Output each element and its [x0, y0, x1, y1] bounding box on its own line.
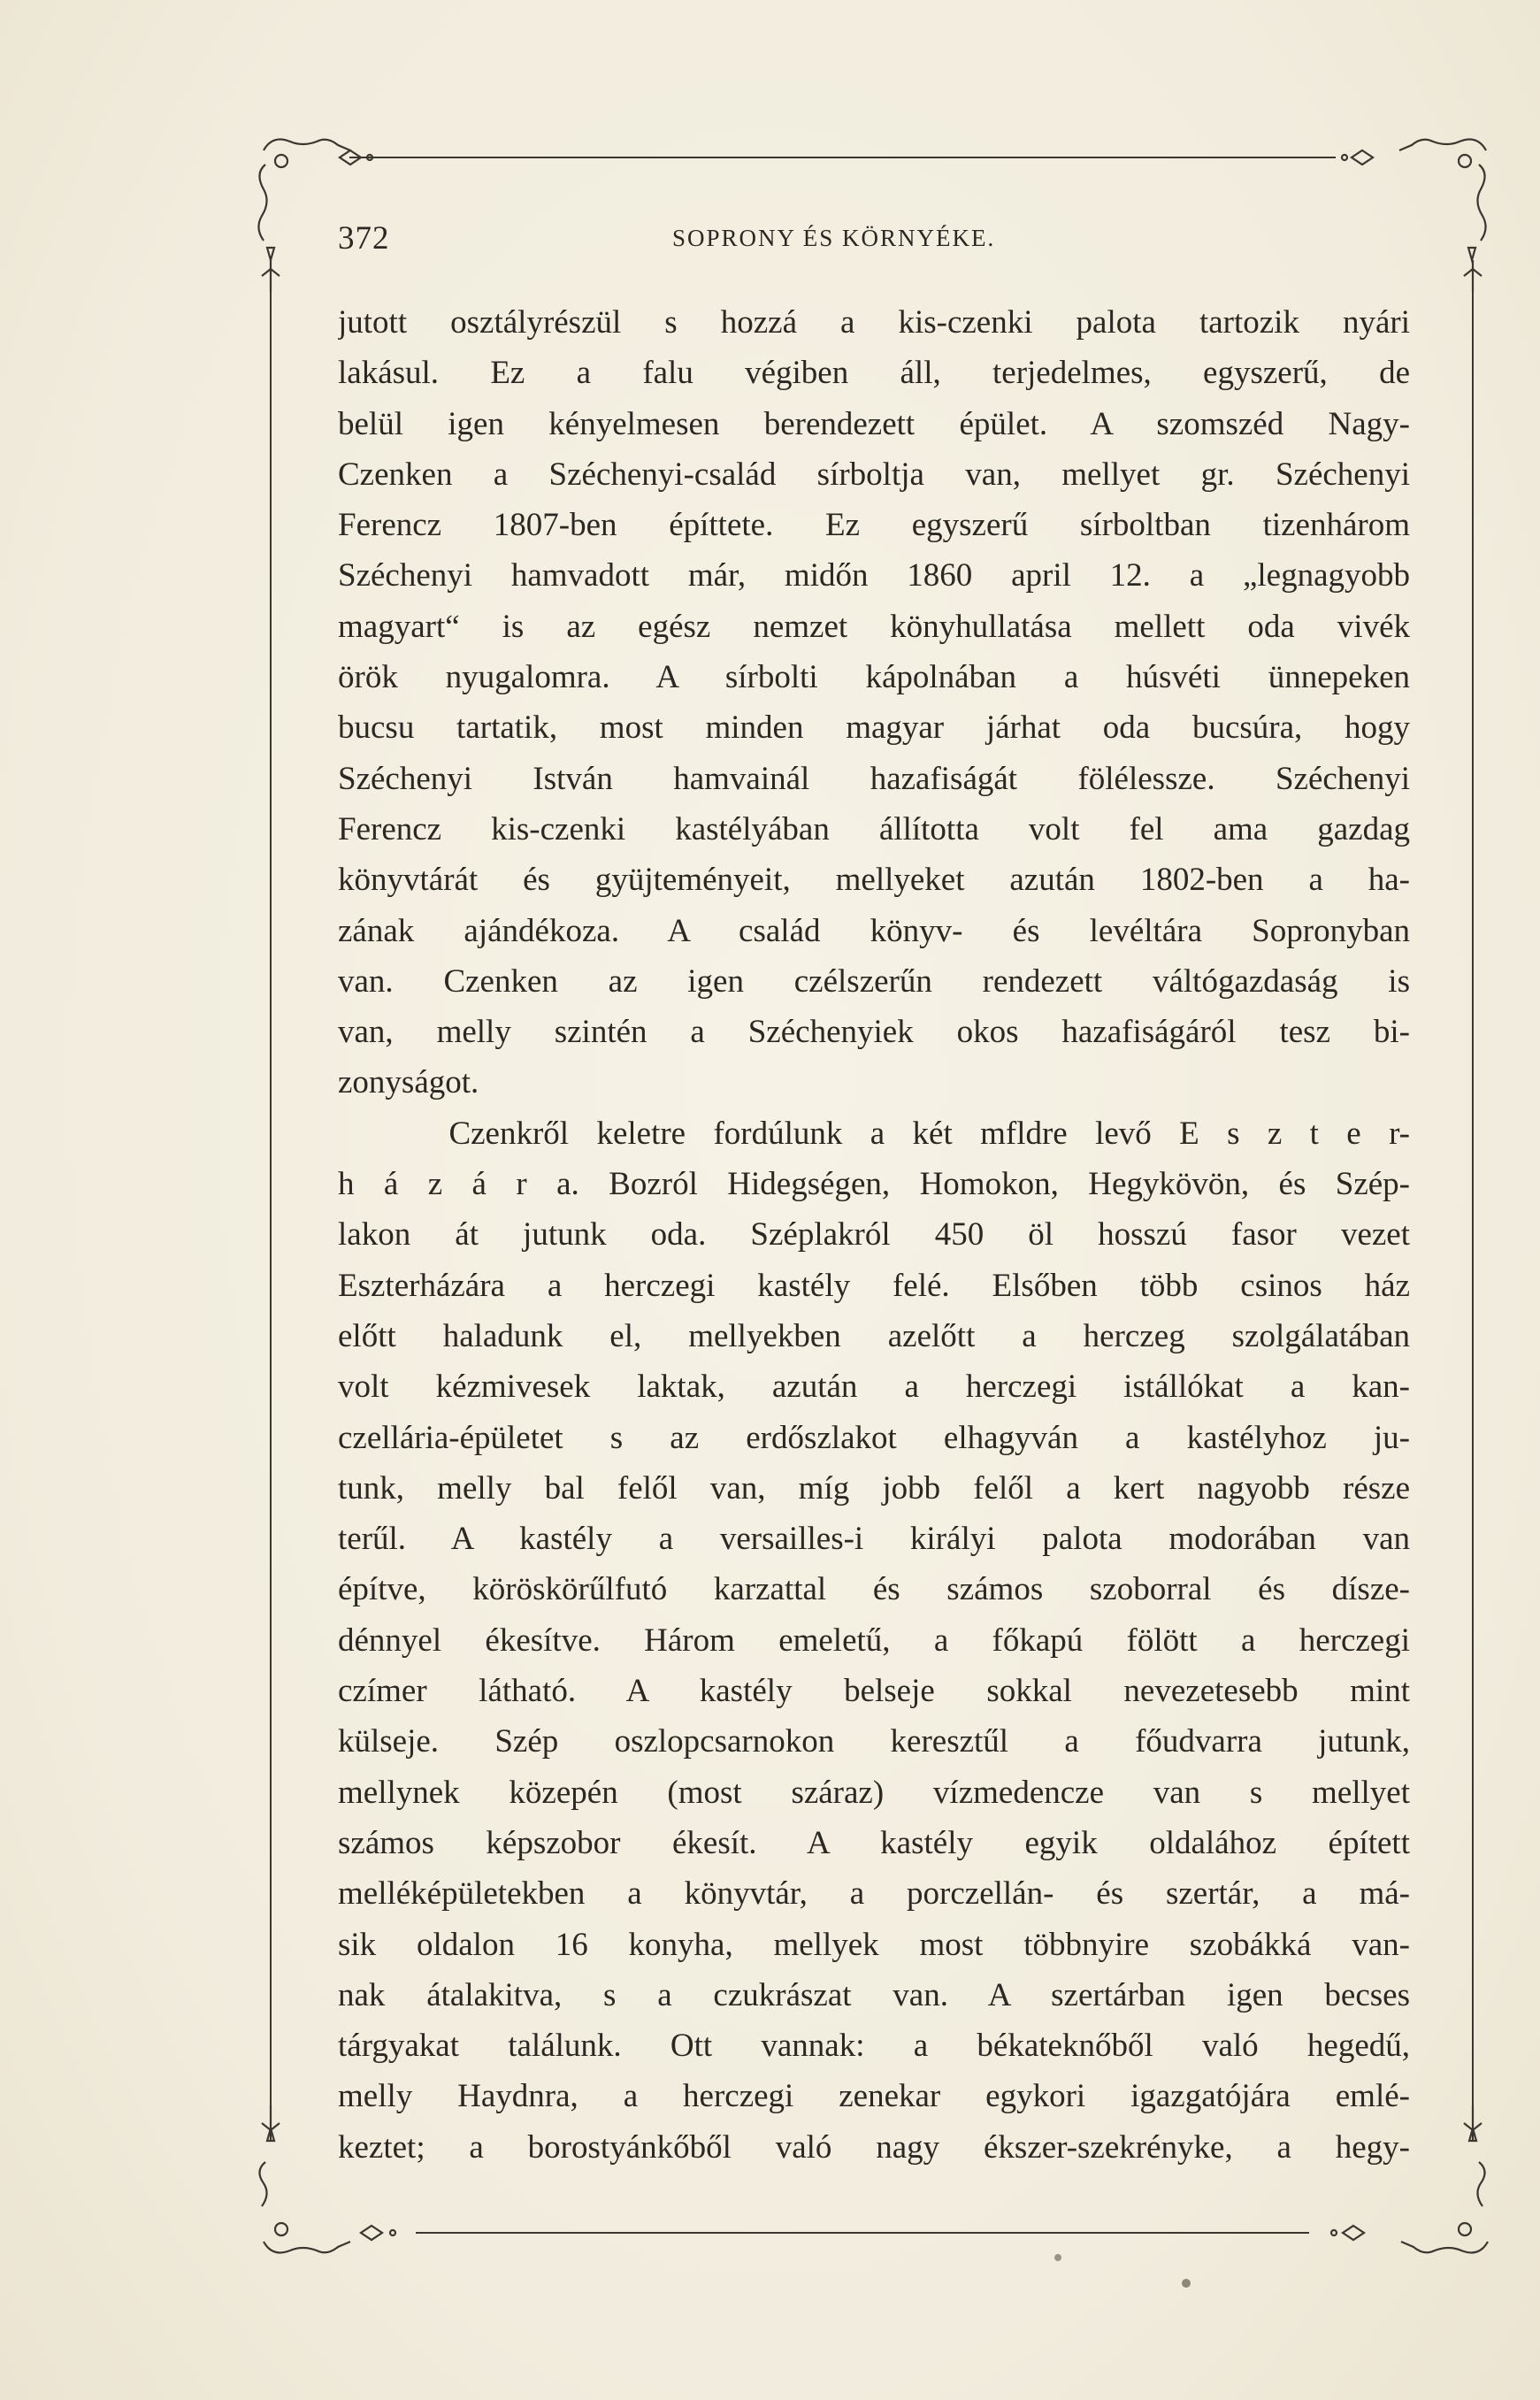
text-line: volt kézmivesek laktak, azután a herczegi istállókat a kan-: [338, 1369, 1410, 1406]
text-line: külseje. Szép oszlopcsarnokon keresztűl a főudvarra jutunk,: [338, 1723, 1410, 1760]
text-line: melléképületekben a könyvtár, a porczellán- és szertár, a má-: [338, 1875, 1410, 1913]
text-line: számos képszobor ékesít. A kastély egyik oldalához épített: [338, 1824, 1410, 1861]
running-title: SOPRONY ÉS KÖRNYÉKE.: [672, 225, 996, 251]
text-line: zonyságot.: [338, 1064, 479, 1101]
page-number: 372: [338, 220, 390, 257]
text-line: magyart“ is az egész nemzet könyhullatása mellett oda vivék: [338, 608, 1410, 645]
text-line: bucsu tartatik, most minden magyar járhat oda bucsúra, hogy: [338, 709, 1410, 747]
text-line: sik oldalon 16 konyha, mellyek most többnyire szobákká van-: [338, 1926, 1410, 1963]
page-speck: [1182, 2279, 1191, 2288]
corner-ornament-top-left: [258, 140, 372, 292]
text-line: dénnyel ékesítve. Három emeletű, a főkapú fölött a herczegi: [338, 1622, 1410, 1659]
page-speck: [1054, 2254, 1061, 2261]
text-line: tárgyakat találunk. Ott vannak: a békateknőből való hegedű,: [338, 2028, 1410, 2065]
text-line: czímer látható. A kastély belseje sokkal nevezetesebb mint: [338, 1673, 1410, 1710]
text-line: h á z á r a. Bozról Hidegségen, Homokon, Hegykövön, és Szép-: [338, 1166, 1410, 1203]
text-line: belül igen kényelmesen berendezett épület. A szomszéd Nagy-: [338, 405, 1410, 442]
text-line: Széchenyi István hamvainál hazafiságát fölélessze. Széchenyi: [338, 760, 1410, 797]
body-text: [338, 297, 1410, 2173]
text-line: építve, köröskörűlfutó karzattal és számos szoborral és dísze-: [338, 1571, 1410, 1608]
text-line: czellária-épületet s az erdőszlakot elhagyván a kastélyhoz ju-: [338, 1419, 1410, 1456]
text-line: Czenkről keletre fordúlunk a két mfldre levő E s z t e r-: [338, 1115, 1410, 1152]
text-line: Eszterházára a herczegi kastély felé. Elsőben több csinos ház: [338, 1267, 1410, 1304]
text-line: Ferencz 1807-ben építtete. Ez egyszerű sírboltban tizenhárom: [338, 507, 1410, 544]
text-line: mellynek közepén (most száraz) vízmedencze van s mellyet: [338, 1774, 1410, 1811]
text-line: tunk, melly bal felől van, míg jobb felől a kert nagyobb része: [338, 1469, 1410, 1507]
text-line: zának ajándékoza. A család könyv- és levéltára Sopronyban: [338, 912, 1410, 949]
text-line: Széchenyi hamvadott már, midőn 1860 april 12. a „legnagyobb: [338, 557, 1410, 594]
text-line: van. Czenken az igen czélszerűn rendezett váltógazdaság is: [338, 962, 1410, 1000]
text-line: lakásul. Ez a falu végiben áll, terjedelmes, egyszerű, de: [338, 355, 1410, 392]
text-line: terűl. A kastély a versailles-i királyi palota modorában van: [338, 1521, 1410, 1558]
text-line: Czenken a Széchenyi-család sírboltja van, mellyet gr. Széchenyi: [338, 456, 1410, 493]
text-line: nak átalakitva, s a czukrászat van. A szertárban igen becses: [338, 1976, 1410, 2013]
text-line: keztet; a borostyánkőből való nagy ékszer-szekrényke, a hegy-: [338, 2128, 1410, 2166]
text-line: könyvtárát és gyüjteményeit, mellyeket azután 1802-ben a ha-: [338, 862, 1410, 899]
text-line: jutott osztályrészül s hozzá a kis-czenki palota tartozik nyári: [338, 304, 1410, 341]
text-line: melly Haydnra, a herczegi zenekar egykori igazgatójára emlé-: [338, 2078, 1410, 2115]
text-line: örök nyugalomra. A sírbolti kápolnában a húsvéti ünnepeken: [338, 659, 1410, 696]
corner-ornament-top-right: [1342, 140, 1486, 292]
text-line: előtt haladunk el, mellyekben azelőtt a herczeg szolgálatában: [338, 1317, 1410, 1354]
text-line: Ferencz kis-czenki kastélyában állította volt fel ama gazdag: [338, 810, 1410, 847]
text-line: van, melly szintén a Széchenyiek okos hazafiságáról tesz bi-: [338, 1014, 1410, 1051]
text-line: lakon át jutunk oda. Széplakról 450 öl hosszú fasor vezet: [338, 1216, 1410, 1254]
running-head: [338, 219, 1419, 264]
